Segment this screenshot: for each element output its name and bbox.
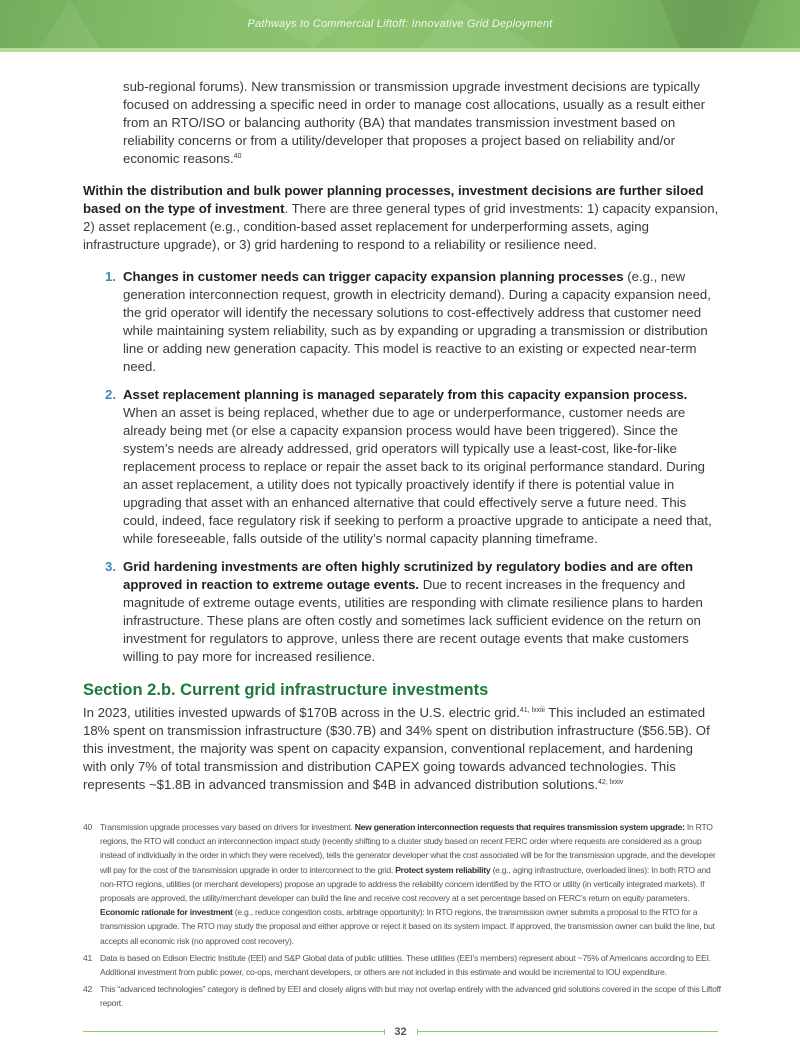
footnote-text: Transmission upgrade processes vary based on drivers for investment. (100, 822, 355, 832)
list-item (83, 268, 719, 376)
list-item-text: When an asset is being replaced, whether due to age or underperformance, customer needs are already being met (or else a capacity expansion process would have been triggered). Since the system’s needs are already addressed, grid operators will typically use a least-cost, like-for-like replacement process to replace or repair the asset back to its original performance standard. During an asset replacement, a utility does not typically proactively identify if there is potential value in upgrading that asset with an enhanced alternative that could effectively serve a future need. This could, indeed, face regulatory risk if seeking to perform a proactive upgrade to anticipate a need that, while foreseeable, falls outside of the utility’s normal capacity planning timeframe. (123, 405, 712, 546)
section-paragraph (83, 704, 719, 794)
footnote-ref[interactable]: 41, lxxiii (519, 707, 545, 714)
main-content (83, 78, 719, 794)
footnote-ref[interactable]: 42, lxxiv (598, 779, 624, 786)
footnote-text: This “advanced technologies” category is defined by EEI and closely aligns with but may not overlap entirely with the advanced grid solutions covered in the scope of this Liftoff report. (100, 984, 721, 1009)
footnote (83, 982, 723, 1010)
list-number: 1. (105, 269, 116, 284)
footer-rule-left (83, 1031, 384, 1032)
list-item (83, 386, 719, 548)
footnote (83, 951, 723, 979)
list-item-bold: Changes in customer needs can trigger capacity expansion planning processes (123, 269, 624, 284)
footnotes (83, 820, 723, 1011)
section-text: This included an estimated 18% spent on transmission infrastructure ($30.7B) and 34% spent on distribution infrastructure ($56.5B). Of this investment, the majority was spent on capacity expansion, conventional replacement, and hardening with only 7% of total transmission and distribution CAPEX going towards advanced technologies. This represents ~$1.8B in advanced transmission and $4B in advanced distribution solutions. (83, 705, 710, 792)
list-item (83, 558, 719, 666)
page-footer (83, 1025, 718, 1039)
list-number: 2. (105, 387, 116, 402)
section-heading: Section 2.b. Current grid infrastructure investments (83, 681, 489, 699)
intro-text: sub-regional forums). New transmission or transmission upgrade investment decisions are typically focused on addressing a specific need in order to manage cost allocations, usually as a result either from an RTO/ISO or balancing authority (BA) that mandates transmission investment based on reliability concerns or from a utility/developer that proposes a project based on reliability and/or economic reasons. (123, 79, 706, 166)
planning-text: . There are three general types of grid investments: 1) capacity expansion, 2) asset replacement (e.g., condition-based asset replacement for underperforming assets, aging infrastructure upgrade), or 3) grid hardening to respond to a reliability or resilience need. (83, 201, 719, 252)
list-item-text: Due to recent increases in the frequency and magnitude of extreme outage events, utilities are responding with climate resilience plans to harden infrastructure. These plans are often costly and sometimes lack sufficient evidence on the return on investment for regulators to approve, unless there are recent outage events that make customers willing to pay more for increased resilience. (123, 577, 703, 664)
investment-types-list (83, 268, 719, 666)
planning-bold: Within the distribution and bulk power planning processes, investment decisions are further siloed based on the type of investment (83, 183, 704, 216)
list-item-bold: Grid hardening investments are often highly scrutinized by regulatory bodies and are often approved in reaction to extreme outage events. (123, 559, 694, 592)
section-text: In 2023, utilities invested upwards of $170B across in the U.S. electric grid. (83, 705, 520, 720)
footnote-bold: Protect system reliability (395, 864, 491, 875)
planning-paragraph (83, 182, 719, 254)
footnote-number: 41 (83, 952, 93, 963)
footnote (83, 820, 723, 948)
banner-strip (0, 48, 800, 52)
header-banner (0, 0, 800, 48)
footnote-text: (e.g., aging infrastructure, overloaded lines): In both RTO and non-RTO regions, utilities (or merchant developers) propose an upgrade to address the reliability concern identified by the RTO or utility (in vertically integrated markets). If proposals are approved, the utility/merchant developer can build the line and receive cost recovery at a set percentage based on FERC’s return on equity parameters. (100, 864, 711, 904)
footnote-text: (e.g., reduce congestion costs, arbitrage opportunity): In RTO regions, the transmission owner submits a proposal to the RTO for a transmission upgrade. The RTO may study the proposal and either approve or reject it based on its system impact. If approved, the transmission owner can build the line, but accepts all economic risk (no approved cost recovery). (100, 907, 715, 946)
footnote-text: Data is based on Edison Electric Institute (EEI) and S&P Global data of public utilities. These utilities (EEI’s members) represent about ~75% of Americans according to EEI. Additional investment from public power, co-ops, merchant developers, or others are not included in this estimate and would be incremental to IOU expenditure. (100, 952, 711, 978)
page-number: 32 (394, 1025, 407, 1038)
list-item-bold: Asset replacement planning is managed separately from this capacity expansion process. (123, 387, 688, 402)
footer-rule-right (418, 1031, 719, 1032)
footnote-number: 40 (83, 822, 93, 832)
intro-paragraph (83, 78, 719, 168)
list-number: 3. (105, 559, 116, 574)
footnote-bold: Economic rationale for investment (100, 907, 233, 918)
footnote-ref[interactable]: 40 (233, 153, 242, 160)
document-title: Pathways to Commercial Liftoff: Innovative Grid Deployment (247, 18, 553, 30)
list-item-text: (e.g., new generation interconnection request, growth in electricity demand). During a capacity expansion need, the grid operator will identify the necessary solutions to cost-effectively address that customer need while maintaining system reliability, such as by expanding or upgrading a transmission or distribution line or adding new generation capacity. This model is reactive to an existing or expected near-term need. (123, 269, 711, 374)
footnote-number: 42 (83, 984, 93, 995)
footnote-text: In RTO regions, the RTO will conduct an interconnection impact study (recently shifting to a cluster study based on recent FERC order where requests are considered as a group instead of individually in the order in which they were received), tells the generator developer what the cost associated will be for the transmission upgrade, and the developer will pay for the cost of the transmission upgrade in order to interconnect to the grid. (100, 822, 716, 875)
footnote-bold: New generation interconnection requests that requires transmission system upgrade: (354, 822, 685, 832)
